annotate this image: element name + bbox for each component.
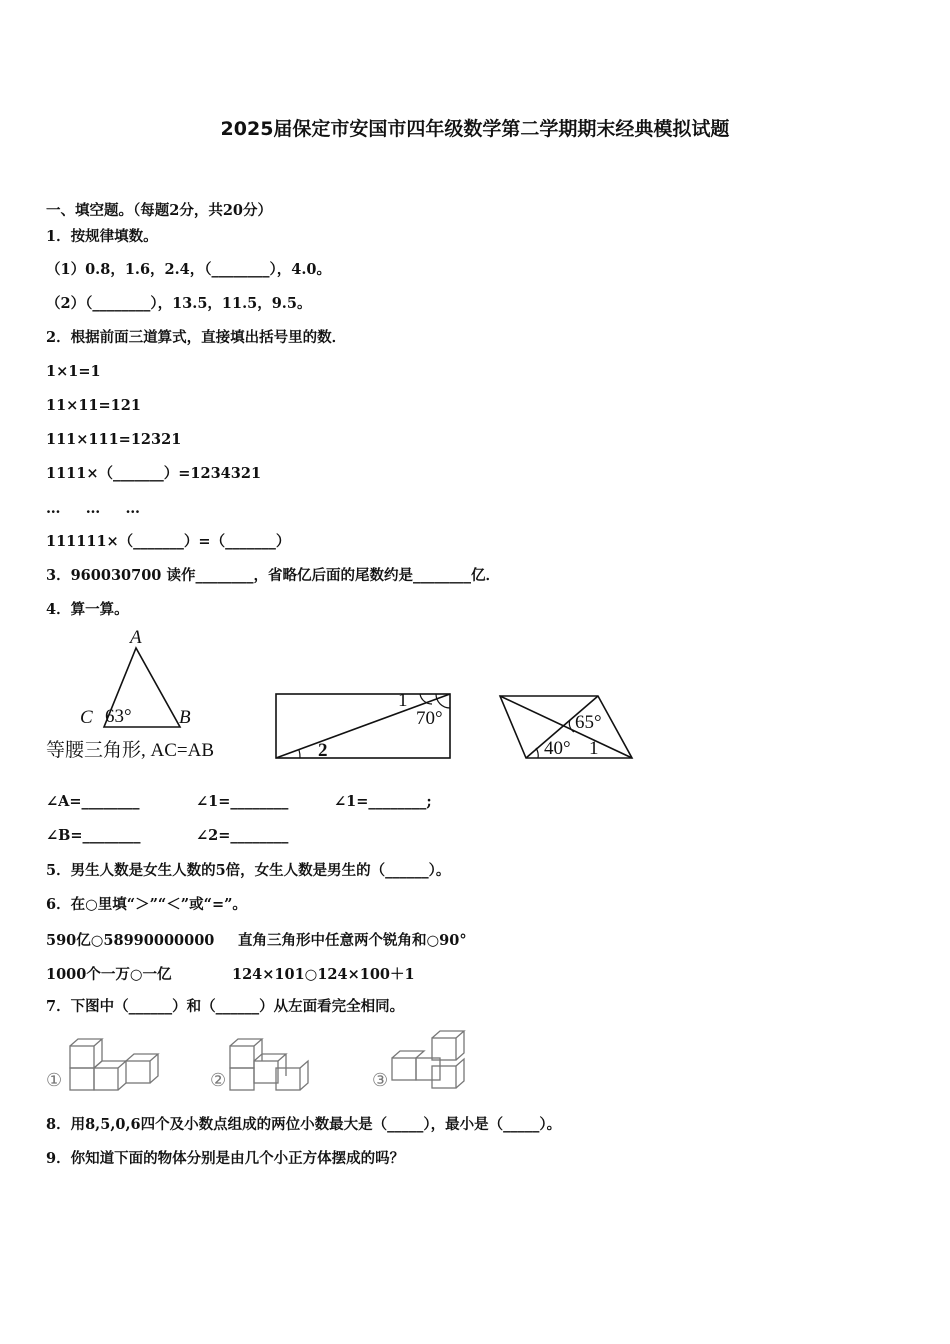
q1-part2: （2）（________），13.5，11.5，9.5。 [46, 295, 312, 312]
cube-label-2: ② [210, 1070, 227, 1090]
q6-compare-2: 直角三角形中任意两个锐角和○90° [238, 932, 467, 949]
page-title: 2025届保定市安国市四年级数学第二学期期末经典模拟试题 [220, 118, 730, 140]
rect-angle-1: 1 [398, 690, 408, 711]
q6-compare-1: 590亿○58990000000 [46, 932, 215, 949]
q4-stem: 4．算一算。 [46, 601, 129, 618]
triangle-caption: 等腰三角形, AC=AB [46, 740, 215, 761]
triangle-angle-63: 63° [105, 706, 132, 727]
q6-stem: 6．在○里填“＞”“＜”或“=”。 [46, 896, 247, 913]
para-angle-65: 65° [575, 712, 602, 733]
para-angle-1: 1 [589, 738, 599, 759]
answer-angle-b: ∠B=________ [46, 827, 141, 844]
q7-stem: 7．下图中（______）和（______）从左面看完全相同。 [46, 998, 405, 1015]
q2-line1: 1×1=1 [46, 363, 101, 380]
q6-compare-4: 124×101○124×100＋1 [232, 966, 415, 983]
q2-line3: 111×111=12321 [46, 431, 182, 448]
triangle-vertex-c: C [80, 707, 93, 728]
q1-stem: 1．按规律填数。 [46, 228, 158, 245]
q3-text: 3．960030700 读作________，省略亿后面的尾数约是________亿． [46, 567, 500, 584]
q2-line6: 111111×（_______）=（_______） [46, 533, 291, 550]
answer-angle-a: ∠A=________ [46, 793, 140, 810]
rect-angle-2: 2 [318, 740, 328, 761]
answer-para-angle-1: ∠1=________; [334, 793, 432, 810]
q6-compare-3: 1000个一万○一亿 [46, 966, 172, 983]
cube-label-3: ③ [372, 1070, 389, 1090]
triangle-vertex-b: B [179, 707, 191, 728]
para-angle-40: 40° [544, 738, 571, 759]
q8-text: 8．用8,5,0,6四个及小数点组成的两位小数最大是（_____），最小是（_____）。 [46, 1116, 562, 1133]
q2-line2: 11×11=121 [46, 397, 141, 414]
q2-stem: 2．根据前面三道算式，直接填出括号里的数． [46, 329, 347, 346]
cube-label-1: ① [46, 1070, 63, 1090]
rect-angle-70: 70° [416, 708, 443, 729]
triangle-vertex-a: A [130, 627, 142, 648]
q2-line4: 1111×（_______）=1234321 [46, 465, 262, 482]
section-heading: 一、填空题。（每题2分，共20分） [46, 202, 273, 219]
answer-rect-angle-1: ∠1=________ [196, 793, 289, 810]
q9-text: 9．你知道下面的物体分别是由几个小正方体摆成的吗？ [46, 1150, 405, 1167]
q2-ellipsis: … … … [46, 500, 140, 517]
q5-text: 5．男生人数是女生人数的5倍，女生人数是男生的（______）。 [46, 862, 451, 879]
answer-rect-angle-2: ∠2=________ [196, 827, 289, 844]
q1-part1: （1）0.8，1.6，2.4，（________），4.0。 [46, 261, 331, 278]
